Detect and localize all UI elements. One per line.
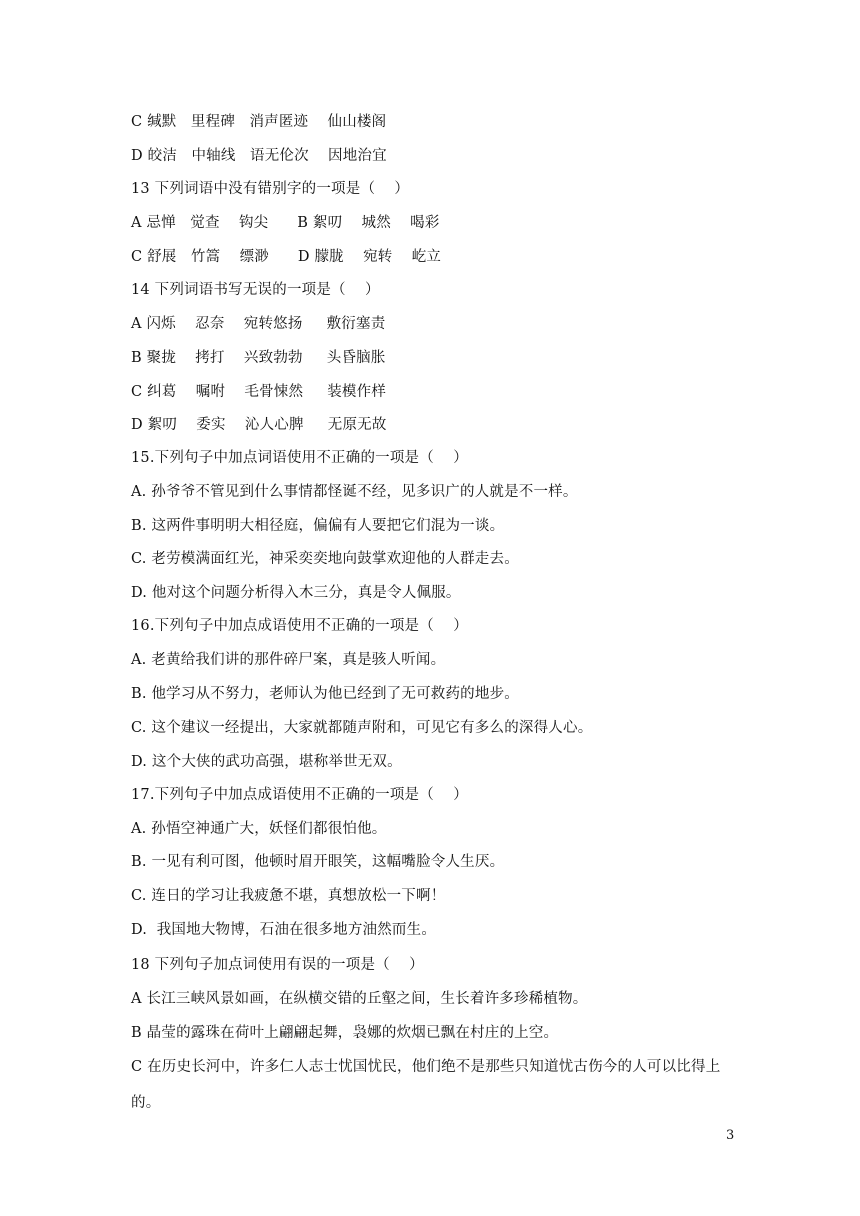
question-15-stem: 15.下列句子中加点词语使用不正确的一项是（ ） bbox=[131, 450, 468, 466]
question-14-option-c: C 纠葛 嘱咐 毛骨悚然 装模作样 bbox=[131, 384, 387, 400]
question-15-option-b: B. 这两件事明明大相径庭，偏偏有人要把它们混为一谈。 bbox=[131, 518, 505, 534]
question-18-option-c: C 在历史长河中，许多仁人志士忧国忧民，他们绝不是那些只知道忧古伤今的人可以比得上 bbox=[131, 1059, 721, 1075]
question-15-option-a: A. 孙爷爷不管见到什么事情都怪诞不经，见多识广的人就是不一样。 bbox=[131, 484, 578, 500]
question-18-option-a: A 长江三峡风景如画，在纵横交错的丘壑之间，生长着许多珍稀植物。 bbox=[131, 991, 588, 1007]
question-16-stem: 16.下列句子中加点成语使用不正确的一项是（ ） bbox=[131, 618, 468, 634]
question-16-option-a: A. 老黄给我们讲的那件碎尸案，真是骇人听闻。 bbox=[131, 652, 446, 668]
question-14-option-b: B 聚拢 拷打 兴致勃勃 头昏脑胀 bbox=[131, 350, 386, 366]
question-17-option-c: C. 连日的学习让我疲惫不堪，真想放松一下啊！ bbox=[131, 888, 446, 904]
question-16-option-d: D. 这个大侠的武功高强，堪称举世无双。 bbox=[131, 754, 402, 770]
question-17-stem: 17.下列句子中加点成语使用不正确的一项是（ ） bbox=[131, 787, 468, 803]
question-14-option-a: A 闪烁 忍奈 宛转悠扬 敷衍塞责 bbox=[131, 316, 386, 332]
question-17-option-d: D. 我国地大物博，石油在很多地方油然而生。 bbox=[131, 922, 437, 938]
question-17-option-a: A. 孙悟空神通广大，妖怪们都很怕他。 bbox=[131, 821, 387, 837]
question-17-option-b: B. 一见有利可图，他顿时眉开眼笑，这幅嘴脸令人生厌。 bbox=[131, 854, 505, 870]
page-number: 3 bbox=[726, 1128, 735, 1143]
question-13-stem: 13 下列词语中没有错别字的一项是（ ） bbox=[131, 181, 410, 197]
question-14-option-d: D 絮叨 委实 沁人心脾 无原无故 bbox=[131, 417, 387, 433]
question-18-option-b: B 晶莹的露珠在荷叶上翩翩起舞，袅娜的炊烟已飘在村庄的上空。 bbox=[131, 1025, 559, 1041]
question-16-option-c: C. 这个建议一经提出，大家就都随声附和，可见它有多么的深得人心。 bbox=[131, 720, 593, 736]
question-14-stem: 14 下列词语书写无误的一项是（ ） bbox=[131, 282, 380, 298]
question-13-options-cd: C 舒展 竹篙 缥渺 D 朦胧 宛转 屹立 bbox=[131, 249, 442, 265]
question-18-option-c-continued: 的。 bbox=[131, 1095, 161, 1111]
question-15-option-c: C. 老劳模满面红光，神采奕奕地向鼓掌欢迎他的人群走去。 bbox=[131, 551, 519, 567]
question-16-option-b: B. 他学习从不努力，老师认为他已经到了无可救药的地步。 bbox=[131, 686, 519, 702]
option-c-q12: C 缄默 里程碑 消声匿迹 仙山楼阁 bbox=[131, 114, 387, 130]
question-18-stem: 18 下列句子加点词使用有误的一项是（ ） bbox=[131, 957, 424, 973]
question-13-options-ab: A 忌惮 觉查 钩尖 B 絮叨 城然 喝彩 bbox=[131, 215, 440, 231]
option-d-q12: D 皎洁 中轴线 语无伦次 因地治宜 bbox=[131, 148, 387, 164]
question-15-option-d: D. 他对这个问题分析得入木三分，真是令人佩服。 bbox=[131, 585, 461, 601]
